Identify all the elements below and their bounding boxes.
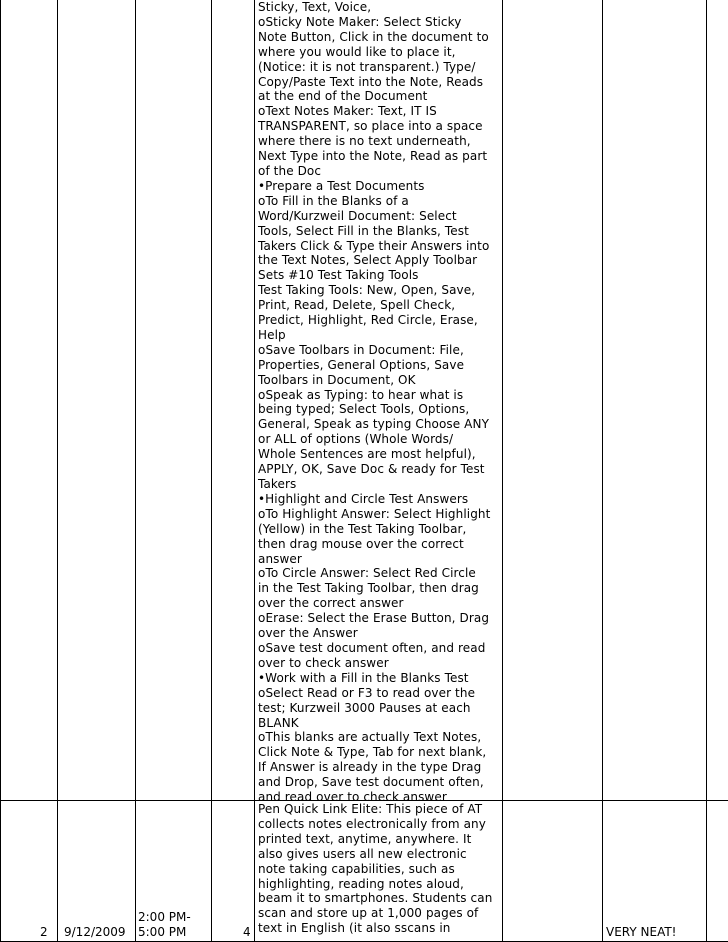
description-line: Pen Quick Link Elite: This piece of AT xyxy=(258,802,483,816)
description-line: (Yellow) in the Test Taking Toolbar, xyxy=(258,521,467,536)
description-line: oSelect Read or F3 to read over the xyxy=(258,685,476,700)
description-line: Copy/Paste Text into the Note, Reads xyxy=(258,74,484,89)
description-line: Test Taking Tools: New, Open, Save, xyxy=(258,283,476,298)
description-line: oSave Toolbars in Document: File, xyxy=(258,342,464,357)
description-line: text in English (it also sscans in xyxy=(258,921,451,936)
description-line: over the correct answer xyxy=(258,596,404,611)
description-line: oSpeak as Typing: to hear what is xyxy=(258,387,464,402)
description-line: APPLY, OK, Save Doc & ready for Test xyxy=(258,462,485,477)
description-line: Takers xyxy=(258,477,297,491)
description-line: TRANSPARENT, so place into a space xyxy=(258,119,483,134)
description-line: in the Test Taking Toolbar, then drag xyxy=(258,581,479,596)
description-line: Sticky, Text, Voice, xyxy=(258,0,372,14)
description-line: oTo Fill in the Blanks of a xyxy=(258,193,409,208)
description-line: Toolbars in Document, OK xyxy=(258,372,416,387)
description-line: note taking capabilities, such as xyxy=(258,861,455,876)
description-line: Next Type into the Note, Read as part xyxy=(258,149,488,164)
row2-number: 2 xyxy=(40,925,48,939)
description-line: •Highlight and Circle Test Answers xyxy=(258,491,469,506)
description-line: scan and store up at 1,000 pages of xyxy=(258,906,479,921)
description-line: then drag mouse over the correct xyxy=(258,536,464,551)
description-line: •Work with a Fill in the Blanks Test xyxy=(258,670,469,685)
description-line: where you would like to place it, xyxy=(258,44,456,59)
description-line: beam it to smartphones. Students can xyxy=(258,891,493,906)
description-line: collects notes electronically from any xyxy=(258,816,486,831)
description-line: Whole Sentences are most helpful), xyxy=(258,447,476,462)
row2-date: 9/12/2009 xyxy=(64,925,126,939)
row2-description xyxy=(258,802,492,936)
description-line: Sets #10 Test Taking Tools xyxy=(258,268,419,283)
description-line: at the end of the Document xyxy=(258,89,428,104)
description-line: If Answer is already in the type Drag xyxy=(258,760,482,775)
description-line: BLANK xyxy=(258,715,299,730)
row1-description xyxy=(258,0,490,805)
description-line: over to check answer xyxy=(258,655,389,670)
description-line: Note Button, Click in the document to xyxy=(258,29,489,44)
row2-time-start: 2:00 PM- xyxy=(138,910,191,924)
row2-hours: 4 xyxy=(243,925,251,939)
description-line: Properties, General Options, Save xyxy=(258,357,465,372)
description-line: oErase: Select the Erase Button, Drag xyxy=(258,611,490,626)
description-line: Print, Read, Delete, Spell Check, xyxy=(258,298,456,313)
description-line: oSticky Note Maker: Select Sticky xyxy=(258,14,462,29)
description-line: Help xyxy=(258,327,286,342)
description-line: also gives users all new electronic xyxy=(258,846,467,861)
description-line: highlighting, reading notes aloud, xyxy=(258,876,464,891)
description-line: oTo Highlight Answer: Select Highlight xyxy=(258,506,491,521)
description-line: the Text Notes, Select Apply Toolbar xyxy=(258,253,478,268)
description-line: answer xyxy=(258,551,302,566)
description-line: over the Answer xyxy=(258,626,358,641)
description-line: Takers Click & Type their Answers into xyxy=(258,238,490,253)
row2-time-end: 5:00 PM xyxy=(138,925,187,939)
description-line: test; Kurzweil 3000 Pauses at each xyxy=(258,700,471,715)
description-line: and read over to check answer xyxy=(258,790,447,805)
description-line: (Notice: it is not transparent.) Type/ xyxy=(258,59,476,74)
description-line: oText Notes Maker: Text, IT IS xyxy=(258,104,437,119)
description-line: Word/Kurzweil Document: Select xyxy=(258,208,457,223)
description-line: of the Doc xyxy=(258,163,322,178)
description-line: Tools, Select Fill in the Blanks, Test xyxy=(258,223,469,238)
description-line: oSave test document often, and read xyxy=(258,640,486,655)
description-line: printed text, anytime, anywhere. It xyxy=(258,831,472,846)
description-line: where there is no text underneath, xyxy=(258,134,471,149)
description-line: Click Note & Type, Tab for next blank, xyxy=(258,745,487,760)
description-line: Predict, Highlight, Red Circle, Erase, xyxy=(258,313,478,328)
description-line: •Prepare a Test Documents xyxy=(258,178,425,193)
description-line: oTo Circle Answer: Select Red Circle xyxy=(258,566,476,581)
description-line: being typed; Select Tools, Options, xyxy=(258,402,470,417)
row2-comment: VERY NEAT! xyxy=(606,925,677,939)
description-line: oThis blanks are actually Text Notes, xyxy=(258,730,482,745)
description-line: or ALL of options (Whole Words/ xyxy=(258,432,454,447)
description-line: General, Speak as typing Choose ANY xyxy=(258,417,490,432)
description-line: and Drop, Save test document often, xyxy=(258,775,484,790)
